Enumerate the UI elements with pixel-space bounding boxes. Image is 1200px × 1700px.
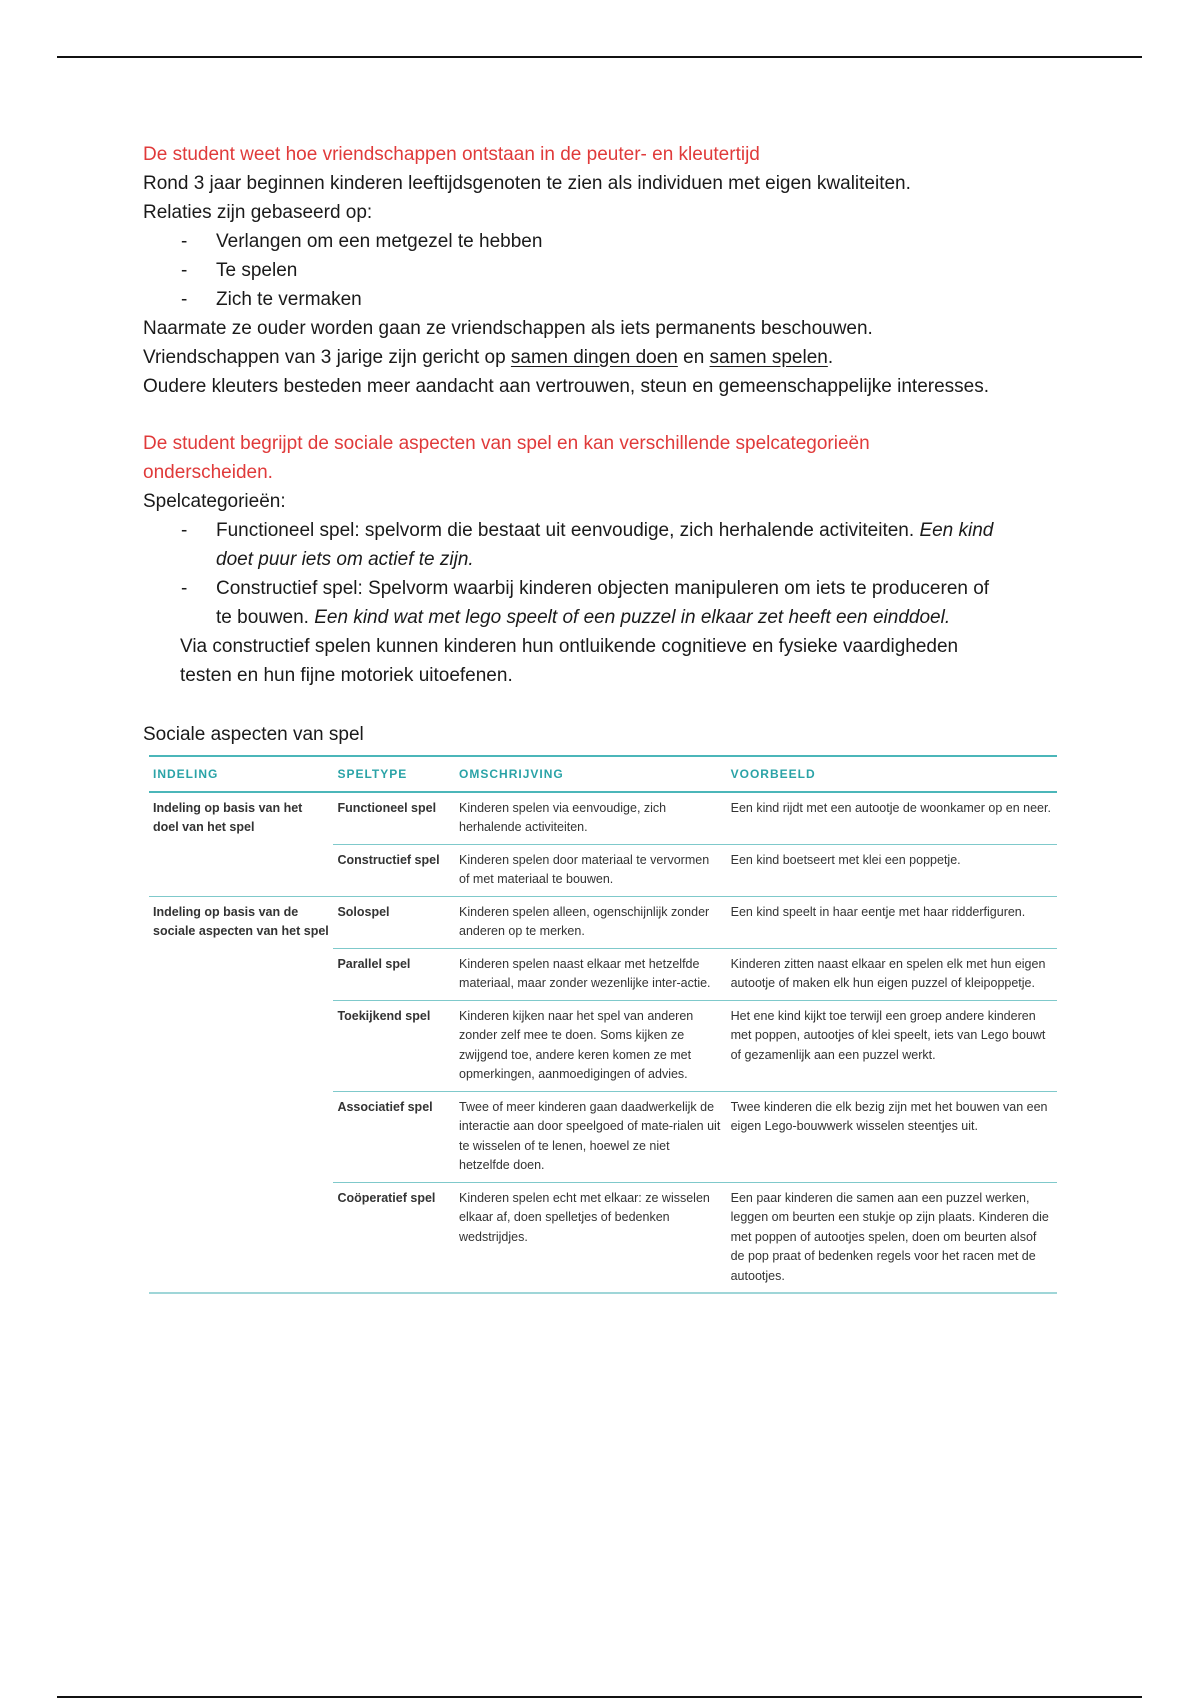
table-row bbox=[149, 792, 1057, 845]
example-cell: Kinderen zitten naast elkaar en spelen elk met hun eigen autootje of maken elk hun eigen puzzel of kleipoppetje. bbox=[727, 948, 1057, 1000]
example-cell: Een kind rijdt met een autootje de woonkamer op en neer. bbox=[727, 792, 1057, 845]
text-segment: Functioneel spel: spelvorm die bestaat uit eenvoudige, zich herhalende activiteiten. bbox=[216, 520, 920, 541]
section-heading-play bbox=[143, 429, 1063, 487]
underlined-text: samen dingen doen bbox=[510, 347, 678, 368]
column-header: SPELTYPE bbox=[333, 756, 455, 792]
text-segment: en bbox=[677, 347, 710, 368]
document-body bbox=[143, 140, 1063, 1294]
description-cell: Kinderen spelen via eenvoudige, zich herhalende activiteiten. bbox=[455, 792, 727, 845]
underlined-text: samen spelen bbox=[709, 347, 828, 368]
example-cell: Een kind boetseert met klei een poppetje. bbox=[727, 844, 1057, 896]
type-cell: Solospel bbox=[333, 896, 455, 948]
text-segment: Via constructief spelen kunnen kinderen hun ontluikende cognitieve en fysieke vaardigheden bbox=[180, 636, 959, 657]
intro-text: Rond 3 jaar beginnen kinderen leeftijdsgenoten te zien als individuen met eigen kwaliteiten. bbox=[143, 173, 911, 194]
list-item: - Zich te vermaken bbox=[143, 285, 1063, 314]
type-cell: Toekijkend spel bbox=[333, 1000, 455, 1091]
description-cell: Kinderen spelen echt met elkaar: ze wisselen elkaar af, doen spelletjes of bedenken wedstrijdjes. bbox=[455, 1182, 727, 1293]
example-italic: Een kind bbox=[919, 520, 994, 541]
type-cell: Associatief spel bbox=[333, 1091, 455, 1182]
column-header: INDELING bbox=[149, 756, 333, 792]
heading-line: onderscheiden. bbox=[143, 462, 273, 483]
text-segment: te bouwen. bbox=[216, 607, 315, 628]
type-cell: Coöperatief spel bbox=[333, 1182, 455, 1293]
categories-label: Spelcategorieën: bbox=[143, 491, 286, 512]
list-item bbox=[143, 516, 1063, 574]
text-segment: Vriendschappen van 3 jarige zijn gericht op bbox=[143, 347, 511, 368]
description-cell: Kinderen spelen door materiaal te vervormen of met materiaal te bouwen. bbox=[455, 844, 727, 896]
relations-list bbox=[143, 227, 1063, 314]
relations-label: Relaties zijn gebaseerd op: bbox=[143, 202, 373, 223]
example-italic: Een kind wat met lego speelt of een puzzel in elkaar zet heeft een einddoel. bbox=[314, 607, 951, 628]
text-segment: Constructief spel: Spelvorm waarbij kinderen objecten manipuleren om iets te produceren of bbox=[216, 578, 990, 599]
description-cell: Kinderen kijken naar het spel van anderen zonder zelf mee te doen. Soms kijken ze zwijgend toe, andere keren komen ze met opmerkingen, aanmoedigingen of advies. bbox=[455, 1000, 727, 1091]
permanent-text: Naarmate ze ouder worden gaan ze vriendschappen als iets permanents beschouwen. bbox=[143, 318, 873, 339]
description-cell: Kinderen spelen alleen, ogenschijnlijk zonder anderen op te merken. bbox=[455, 896, 727, 948]
top-rule bbox=[57, 56, 1142, 58]
bottom-rule bbox=[57, 1696, 1142, 1698]
section-heading-friendships: De student weet hoe vriendschappen ontstaan in de peuter- en kleutertijd bbox=[143, 144, 760, 165]
text-segment: . bbox=[827, 347, 834, 368]
example-cell: Twee kinderen die elk bezig zijn met het bouwen van een eigen Lego-bouwwerk wisselen steentjes uit. bbox=[727, 1091, 1057, 1182]
column-header: VOORBEELD bbox=[727, 756, 1057, 792]
type-cell: Parallel spel bbox=[333, 948, 455, 1000]
constructive-paragraph bbox=[143, 632, 1063, 690]
older-text: Oudere kleuters besteden meer aandacht aan vertrouwen, steun en gemeenschappelijke interesses. bbox=[143, 376, 990, 397]
type-cell: Functioneel spel bbox=[333, 792, 455, 845]
table-row bbox=[149, 896, 1057, 948]
three-year-text bbox=[143, 343, 1063, 372]
table-caption: Sociale aspecten van spel bbox=[143, 724, 364, 745]
description-cell: Twee of meer kinderen gaan daadwerkelijk de interactie aan door speelgoed of mate-rialen uit te wisselen of te lenen, hoewel ze niet hetzelfde doen. bbox=[455, 1091, 727, 1182]
example-cell: Een kind speelt in haar eentje met haar ridderfiguren. bbox=[727, 896, 1057, 948]
list-item bbox=[143, 574, 1063, 632]
heading-line: De student begrijpt de sociale aspecten van spel en kan verschillende spelcategorieën bbox=[143, 433, 870, 454]
list-item: - Te spelen bbox=[143, 256, 1063, 285]
play-table bbox=[149, 755, 1057, 1294]
text-segment: testen en hun fijne motoriek uitoefenen. bbox=[180, 665, 513, 686]
example-cell: Een paar kinderen die samen aan een puzzel werken, leggen om beurten een stukje op zijn plaats. Kinderen die met poppen of autootjes spelen, doen om beurten alsof de pop praat of bedenken regels voor het racen met de autootjes. bbox=[727, 1182, 1057, 1293]
example-italic: doet puur iets om actief te zijn. bbox=[216, 549, 474, 570]
column-header: OMSCHRIJVING bbox=[455, 756, 727, 792]
table-header-row bbox=[149, 756, 1057, 792]
list-item: - Verlangen om een metgezel te hebben bbox=[143, 227, 1063, 256]
group-cell: Indeling op basis van het doel van het spel bbox=[149, 792, 333, 897]
group-cell: Indeling op basis van de sociale aspecten van het spel bbox=[149, 896, 333, 1293]
example-cell: Het ene kind kijkt toe terwijl een groep andere kinderen met poppen, autootjes of klei speelt, iets van Lego bouwt of gezamenlijk aan een puzzel werkt. bbox=[727, 1000, 1057, 1091]
type-cell: Constructief spel bbox=[333, 844, 455, 896]
description-cell: Kinderen spelen naast elkaar met hetzelfde materiaal, maar zonder wezenlijke inter-actie. bbox=[455, 948, 727, 1000]
categories-list bbox=[143, 516, 1063, 632]
